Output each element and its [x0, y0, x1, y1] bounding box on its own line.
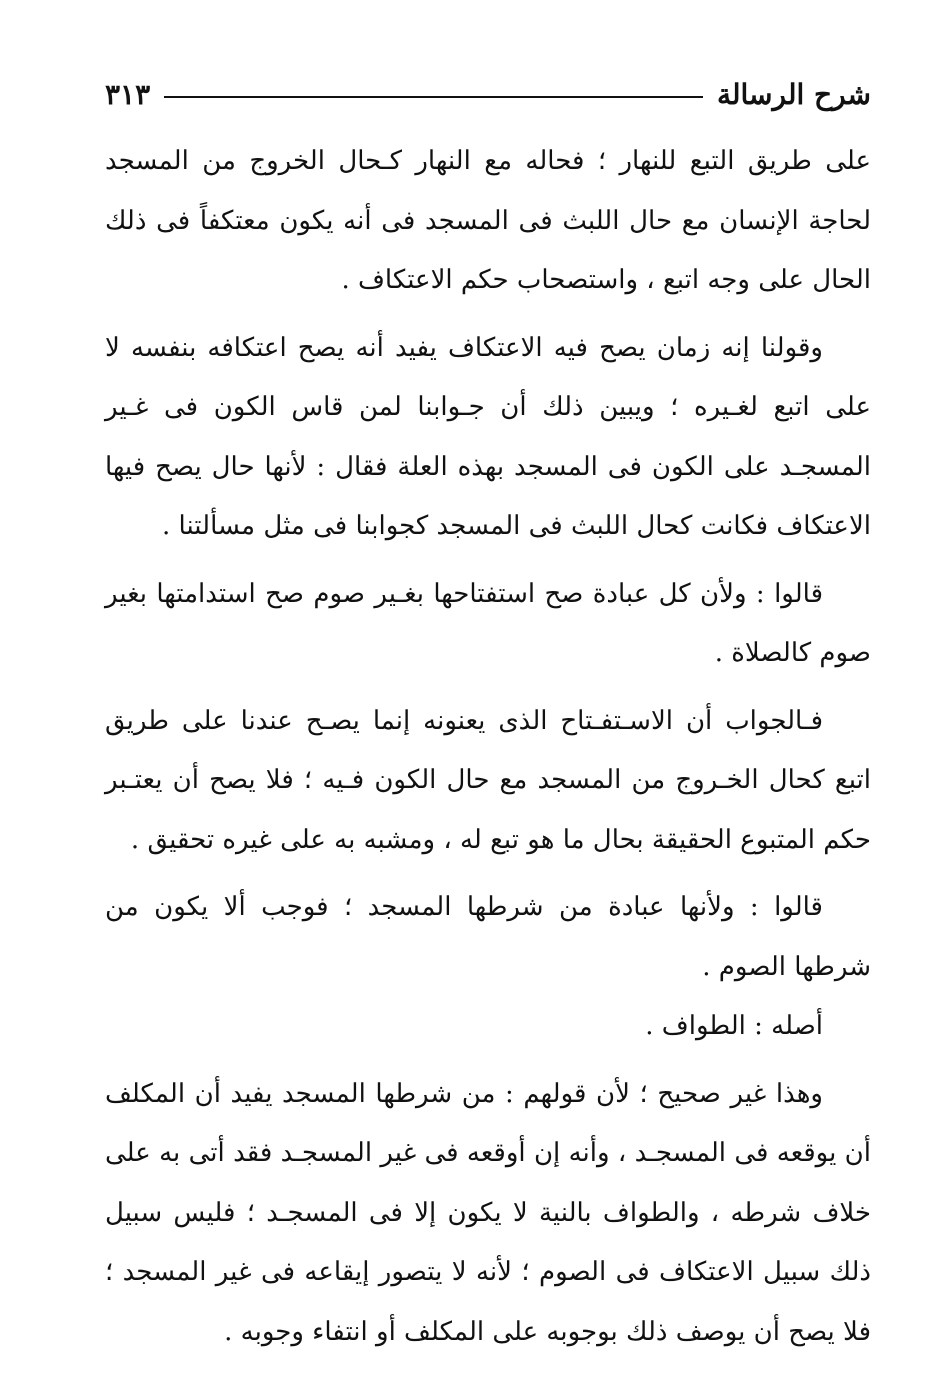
body-text — [105, 132, 871, 1362]
page-number: ٣١٣ — [105, 77, 151, 111]
paragraph-1: على طريق التبع للنهار ؛ فحاله مع النهار كـحال الخروج من المسجد لحاجة الإنسان مع حال اللبث فى المسجد فى أنه يكون معتكفاً فى ذلك الحال على وجه اتبع ، واستصحاب حكم الاعتكاف . — [105, 146, 871, 295]
paragraph-4: فـالجواب أن الاسـتفـتاح الذى يعنونه إنما يصـح عندنا على طريق اتبع كحال الخـروج من المسجد مع حال الكون فـيه ؛ فلا يصح أن يعتـبر حكم المتبوع الحقيقة بحال ما هو تبع له ، ومشبه به على غيره تحقيق . — [105, 705, 871, 855]
paragraph-7: وهذا غير صحيح ؛ لأن قولهم : من شرطها المسجد يفيد أن المكلف أن يوقعه فى المسجـد ، وأنه إن أوقعه فى غير المسجـد فقد أتى به على خلاف شرطه ، والطواف بالنية لا يكون إلا فى المسجـد ؛ فليس سبيل ذلك سبيل الاعتكاف فى الصوم ؛ لأنه لا يتصور إيقاعه فى غير المسجد ؛ فلا يصح أن يوصف ذلك بوجوبه على المكلف أو انتفاء وجوبه . — [105, 1078, 871, 1347]
paragraph-3: قالوا : ولأن كل عبادة صح استفتاحها بغـير صوم صح استدامتها بغير صوم كالصلاة . — [105, 578, 871, 668]
paragraph-6: أصله : الطواف . — [645, 1011, 823, 1041]
paragraph-2: وقولنا إنه زمان يصح فيه الاعتكاف يفيد أنه يصح اعتكافه بنفسه لا على اتبع لغـيره ؛ ويبين ذلك أن جـوابنا لمن قاس الكون فى غـير المسجـد على الكون فى المسجد بهذه العلة فقال : لأنها حال يصح فيها الاعتكاف فكانت كحال اللبث فى المسجد كجوابنا فى مثل مسألتنا . — [105, 332, 871, 541]
header-rule — [164, 96, 703, 98]
book-title: شرح الرسالة — [716, 77, 871, 111]
paragraph-5: قالوا : ولأنها عبادة من شرطها المسجد ؛ فوجب ألا يكون من شرطها الصوم . — [105, 892, 871, 982]
running-header — [105, 72, 871, 116]
